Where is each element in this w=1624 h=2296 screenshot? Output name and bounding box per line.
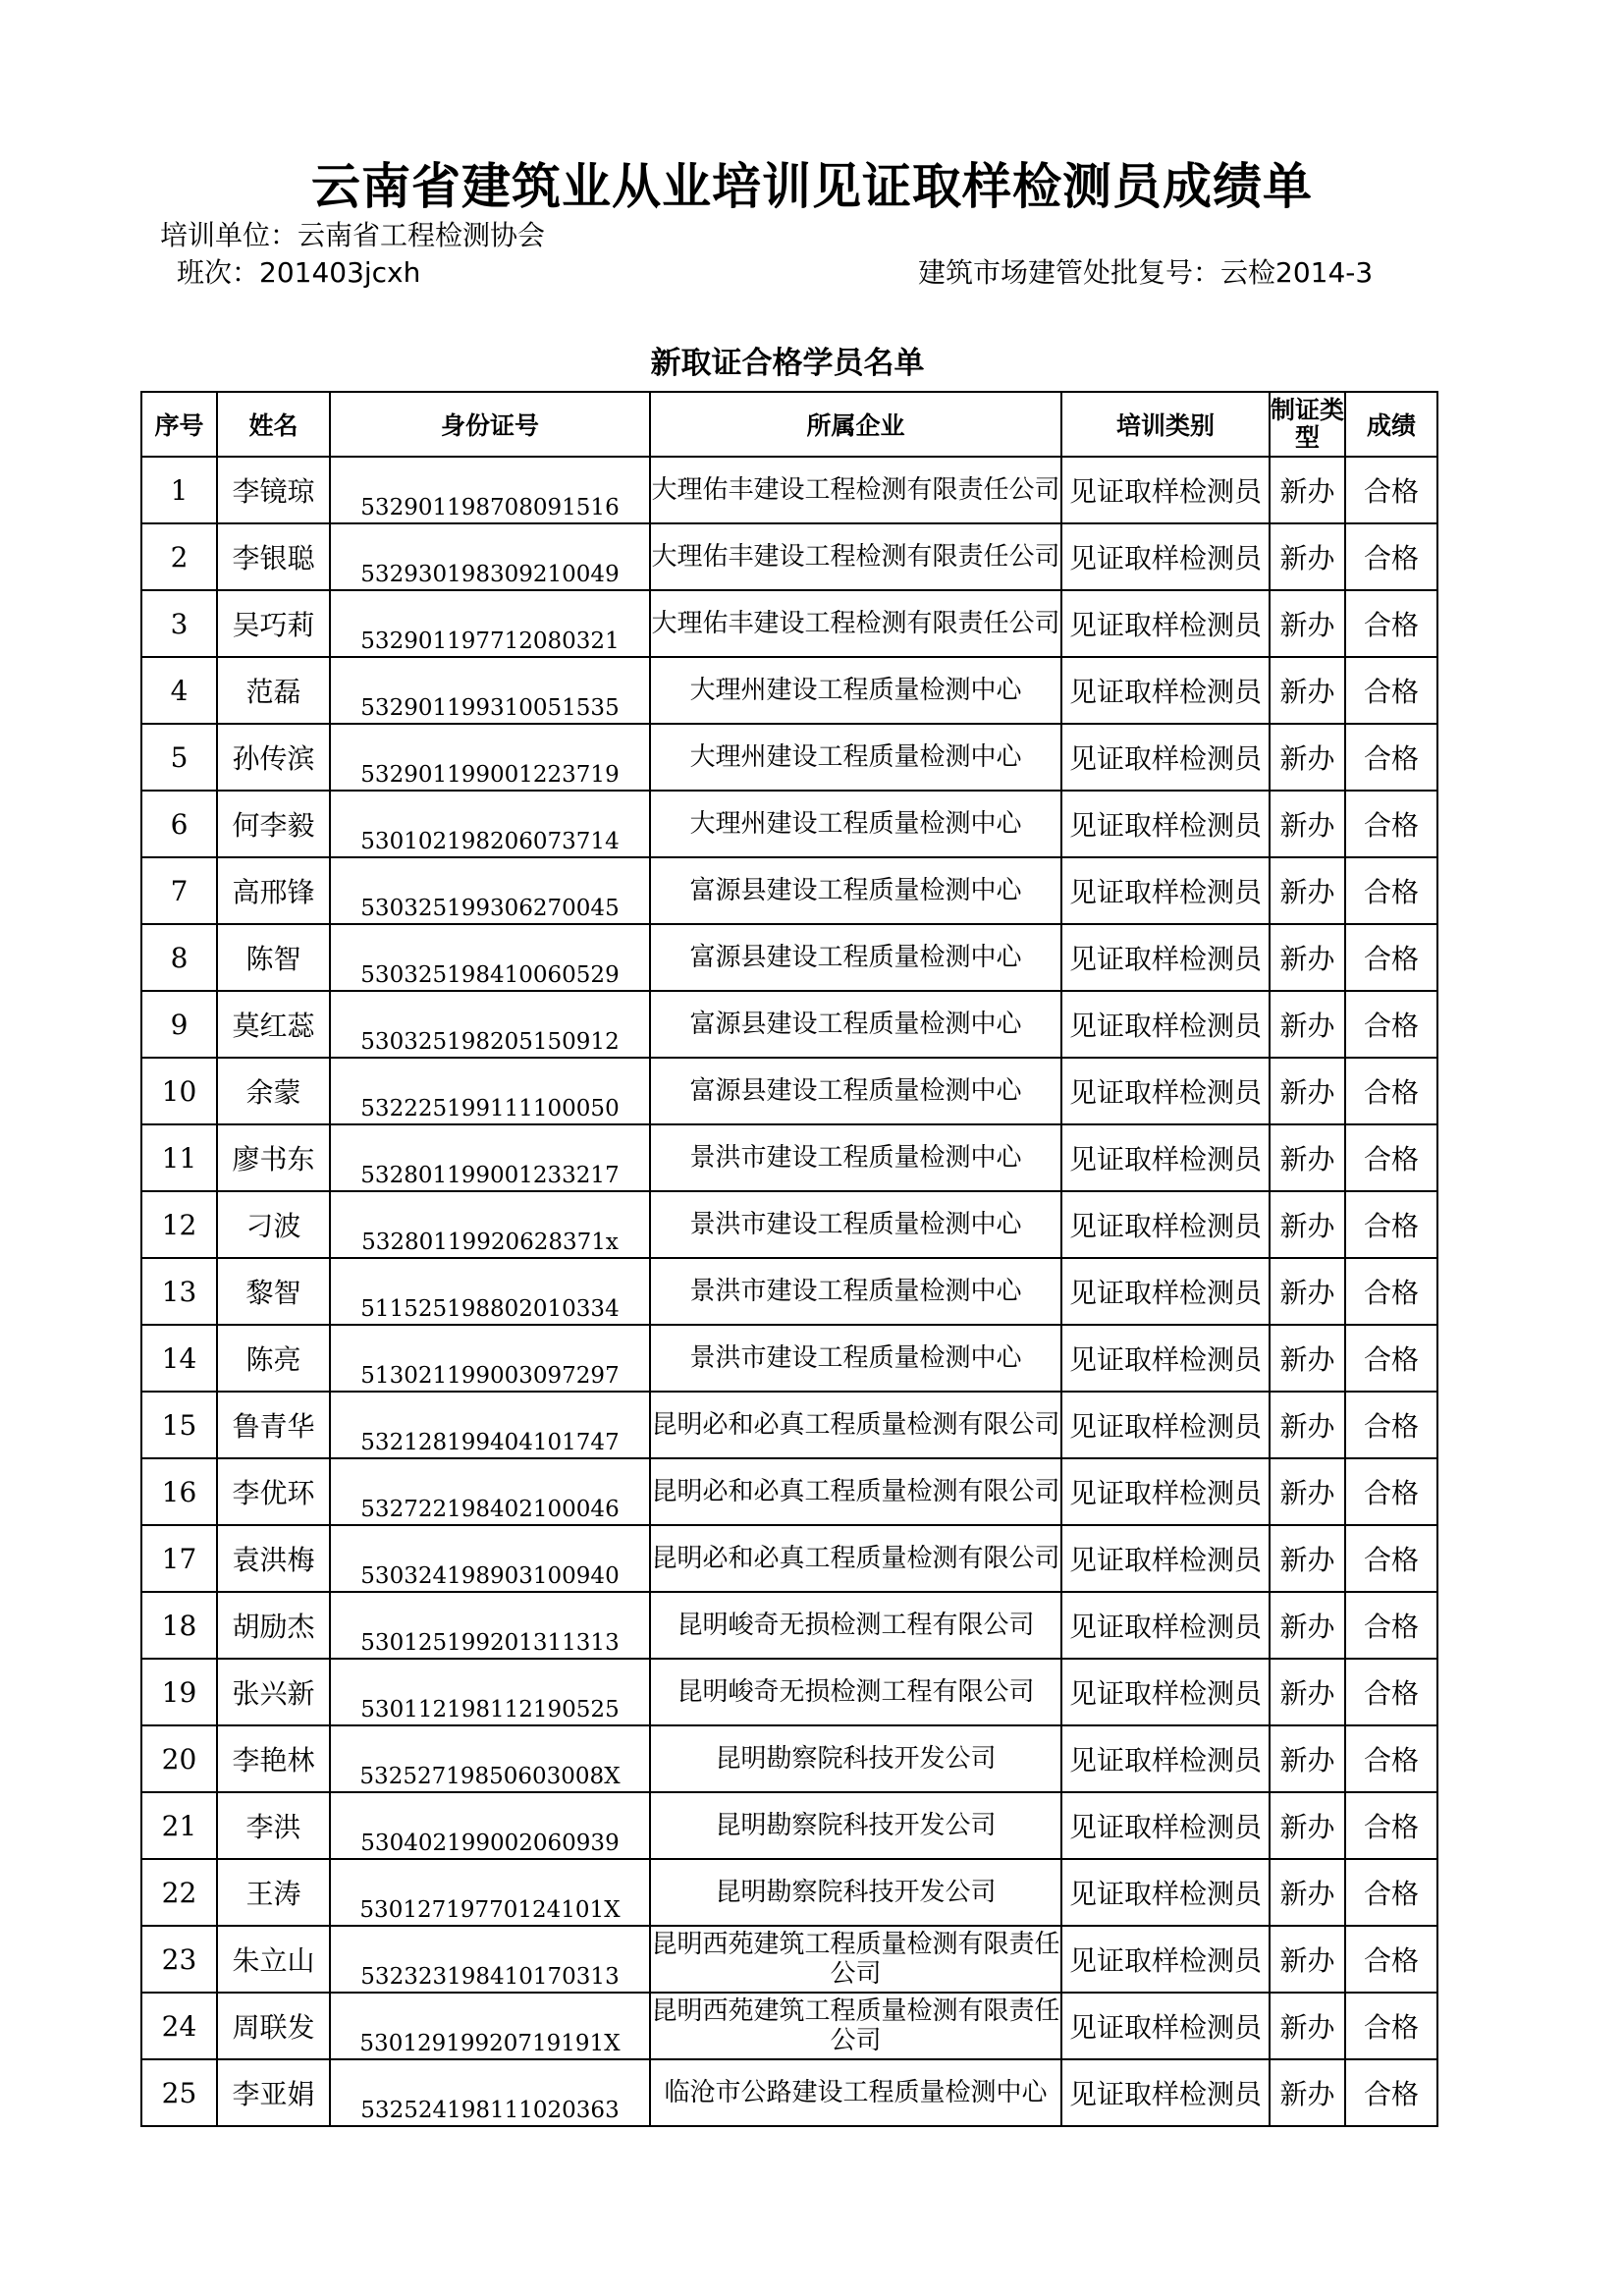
cell-training-type: 见证取样检测员: [1061, 791, 1270, 857]
cell-company: 大理州建设工程质量检测中心: [650, 657, 1061, 724]
cell-cert-type: 新办: [1270, 523, 1345, 590]
cell-training-type: 见证取样检测员: [1061, 590, 1270, 657]
cell-company: 景洪市建设工程质量检测中心: [650, 1124, 1061, 1191]
cell-name: 何李毅: [217, 791, 330, 857]
cell-result: 合格: [1345, 1792, 1437, 1859]
cell-id-number: 532524198111020363: [330, 2059, 650, 2126]
cell-cert-type: 新办: [1270, 1993, 1345, 2059]
cell-result: 合格: [1345, 1659, 1437, 1725]
cell-name: 廖书东: [217, 1124, 330, 1191]
cell-training-type: 见证取样检测员: [1061, 1191, 1270, 1258]
table-row: [141, 657, 1437, 724]
cell-result: 合格: [1345, 791, 1437, 857]
cell-name: 袁洪梅: [217, 1525, 330, 1592]
cell-training-type: 见证取样检测员: [1061, 1993, 1270, 2059]
cell-company: 富源县建设工程质量检测中心: [650, 1058, 1061, 1124]
cell-company: 大理佑丰建设工程检测有限责任公司: [650, 590, 1061, 657]
cell-seq: 4: [141, 657, 217, 724]
cell-training-type: 见证取样检测员: [1061, 991, 1270, 1058]
cell-seq: 23: [141, 1926, 217, 1993]
cell-training-type: 见证取样检测员: [1061, 1926, 1270, 1993]
table-row: [141, 2059, 1437, 2126]
cell-cert-type: 新办: [1270, 1392, 1345, 1458]
cell-company: 临沧市公路建设工程质量检测中心: [650, 2059, 1061, 2126]
cell-id-number: 530102198206073714: [330, 791, 650, 857]
cell-cert-type: 新办: [1270, 1859, 1345, 1926]
cell-result: 合格: [1345, 590, 1437, 657]
table-row: [141, 1392, 1437, 1458]
cell-seq: 25: [141, 2059, 217, 2126]
table-row: [141, 523, 1437, 590]
cell-company: 景洪市建设工程质量检测中心: [650, 1325, 1061, 1392]
cell-id-number: 532930198309210049: [330, 523, 650, 590]
header-id: 身份证号: [330, 392, 650, 457]
cell-name: 莫红蕊: [217, 991, 330, 1058]
cell-company: 昆明西苑建筑工程质量检测有限责任公司: [650, 1926, 1061, 1993]
table-row: [141, 1725, 1437, 1792]
cell-company: 昆明勘察院科技开发公司: [650, 1859, 1061, 1926]
cell-cert-type: 新办: [1270, 724, 1345, 791]
table-row: [141, 991, 1437, 1058]
cell-name: 余蒙: [217, 1058, 330, 1124]
cell-seq: 16: [141, 1458, 217, 1525]
cell-name: 吴巧莉: [217, 590, 330, 657]
cell-id-number: 532225199111100050: [330, 1058, 650, 1124]
cell-name: 王涛: [217, 1859, 330, 1926]
cell-result: 合格: [1345, 724, 1437, 791]
cell-result: 合格: [1345, 1926, 1437, 1993]
cell-seq: 6: [141, 791, 217, 857]
cell-seq: 11: [141, 1124, 217, 1191]
cell-company: 富源县建设工程质量检测中心: [650, 924, 1061, 991]
cell-result: 合格: [1345, 1124, 1437, 1191]
cell-id-number: 530324198903100940: [330, 1525, 650, 1592]
table-header-row: [141, 392, 1437, 457]
table-row: [141, 791, 1437, 857]
table-row: [141, 1191, 1437, 1258]
cell-name: 张兴新: [217, 1659, 330, 1725]
cell-cert-type: 新办: [1270, 1792, 1345, 1859]
cell-seq: 1: [141, 457, 217, 523]
cell-training-type: 见证取样检测员: [1061, 1325, 1270, 1392]
cell-id-number: 532901197712080321: [330, 590, 650, 657]
cell-result: 合格: [1345, 1191, 1437, 1258]
cell-company: 景洪市建设工程质量检测中心: [650, 1258, 1061, 1325]
cell-company: 昆明勘察院科技开发公司: [650, 1725, 1061, 1792]
cell-id-number: 530325199306270045: [330, 857, 650, 924]
cell-seq: 12: [141, 1191, 217, 1258]
table-row: [141, 1258, 1437, 1325]
cell-id-number: 53280119920628371x: [330, 1191, 650, 1258]
table-row: [141, 1058, 1437, 1124]
cell-company: 景洪市建设工程质量检测中心: [650, 1191, 1061, 1258]
cell-company: 昆明必和必真工程质量检测有限公司: [650, 1392, 1061, 1458]
cell-seq: 17: [141, 1525, 217, 1592]
cell-result: 合格: [1345, 1458, 1437, 1525]
cell-id-number: 532901198708091516: [330, 457, 650, 523]
cell-result: 合格: [1345, 657, 1437, 724]
table-row: [141, 457, 1437, 523]
cell-cert-type: 新办: [1270, 1725, 1345, 1792]
cell-name: 黎智: [217, 1258, 330, 1325]
cell-result: 合格: [1345, 1058, 1437, 1124]
cell-id-number: 530325198205150912: [330, 991, 650, 1058]
cell-name: 李镜琼: [217, 457, 330, 523]
cell-company: 大理州建设工程质量检测中心: [650, 724, 1061, 791]
cell-name: 范磊: [217, 657, 330, 724]
cell-result: 合格: [1345, 1592, 1437, 1659]
header-name: 姓名: [217, 392, 330, 457]
header-company: 所属企业: [650, 392, 1061, 457]
cell-id-number: 53012919920719191X: [330, 1993, 650, 2059]
table-row: [141, 857, 1437, 924]
cell-company: 昆明勘察院科技开发公司: [650, 1792, 1061, 1859]
cell-name: 李艳林: [217, 1725, 330, 1792]
cell-result: 合格: [1345, 1525, 1437, 1592]
cell-id-number: 532901199001223719: [330, 724, 650, 791]
cell-cert-type: 新办: [1270, 857, 1345, 924]
cell-id-number: 513021199003097297: [330, 1325, 650, 1392]
cell-company: 大理州建设工程质量检测中心: [650, 791, 1061, 857]
cell-company: 昆明必和必真工程质量检测有限公司: [650, 1458, 1061, 1525]
cell-result: 合格: [1345, 1325, 1437, 1392]
approval-number: 建筑市场建管处批复号：云检2014-3: [918, 256, 1374, 289]
cell-name: 朱立山: [217, 1926, 330, 1993]
cell-name: 陈亮: [217, 1325, 330, 1392]
cell-result: 合格: [1345, 1725, 1437, 1792]
cell-training-type: 见证取样检测员: [1061, 924, 1270, 991]
table-row: [141, 590, 1437, 657]
cell-name: 刁波: [217, 1191, 330, 1258]
cell-id-number: 530402199002060939: [330, 1792, 650, 1859]
cell-id-number: 532128199404101747: [330, 1392, 650, 1458]
cell-name: 周联发: [217, 1993, 330, 2059]
cell-result: 合格: [1345, 457, 1437, 523]
cell-name: 李银聪: [217, 523, 330, 590]
cell-result: 合格: [1345, 1993, 1437, 2059]
cell-name: 胡励杰: [217, 1592, 330, 1659]
cell-cert-type: 新办: [1270, 1124, 1345, 1191]
cell-company: 富源县建设工程质量检测中心: [650, 991, 1061, 1058]
cell-result: 合格: [1345, 2059, 1437, 2126]
cell-training-type: 见证取样检测员: [1061, 1525, 1270, 1592]
cell-training-type: 见证取样检测员: [1061, 1592, 1270, 1659]
table-row: [141, 1592, 1437, 1659]
cell-id-number: 532801199001233217: [330, 1124, 650, 1191]
cell-name: 李洪: [217, 1792, 330, 1859]
cell-name: 孙传滨: [217, 724, 330, 791]
cell-training-type: 见证取样检测员: [1061, 1058, 1270, 1124]
cell-id-number: 532323198410170313: [330, 1926, 650, 1993]
table-row: [141, 1458, 1437, 1525]
table-row: [141, 1525, 1437, 1592]
cell-cert-type: 新办: [1270, 1325, 1345, 1392]
cell-seq: 2: [141, 523, 217, 590]
cell-seq: 8: [141, 924, 217, 991]
cell-seq: 5: [141, 724, 217, 791]
cell-cert-type: 新办: [1270, 1258, 1345, 1325]
cell-result: 合格: [1345, 924, 1437, 991]
cell-seq: 22: [141, 1859, 217, 1926]
cell-seq: 24: [141, 1993, 217, 2059]
cell-id-number: 53252719850603008X: [330, 1725, 650, 1792]
cell-training-type: 见证取样检测员: [1061, 857, 1270, 924]
header-seq: 序号: [141, 392, 217, 457]
cell-cert-type: 新办: [1270, 1926, 1345, 1993]
cell-cert-type: 新办: [1270, 791, 1345, 857]
table-row: [141, 1325, 1437, 1392]
cell-training-type: 见证取样检测员: [1061, 2059, 1270, 2126]
cell-training-type: 见证取样检测员: [1061, 1659, 1270, 1725]
cell-seq: 3: [141, 590, 217, 657]
cell-id-number: 53012719770124101X: [330, 1859, 650, 1926]
table-row: [141, 1792, 1437, 1859]
table-row: [141, 724, 1437, 791]
cell-cert-type: 新办: [1270, 590, 1345, 657]
trainee-table: [140, 391, 1438, 2127]
cell-id-number: 530125199201311313: [330, 1592, 650, 1659]
cell-result: 合格: [1345, 1258, 1437, 1325]
cell-training-type: 见证取样检测员: [1061, 1124, 1270, 1191]
cell-seq: 13: [141, 1258, 217, 1325]
cell-name: 李优环: [217, 1458, 330, 1525]
cell-seq: 15: [141, 1392, 217, 1458]
cell-training-type: 见证取样检测员: [1061, 1859, 1270, 1926]
cell-name: 李亚娟: [217, 2059, 330, 2126]
cell-cert-type: 新办: [1270, 1191, 1345, 1258]
table-row: [141, 1659, 1437, 1725]
cell-result: 合格: [1345, 857, 1437, 924]
cell-name: 陈智: [217, 924, 330, 991]
cell-id-number: 511525198802010334: [330, 1258, 650, 1325]
cell-seq: 10: [141, 1058, 217, 1124]
training-unit: 培训单位：云南省工程检测协会: [160, 219, 546, 251]
cell-result: 合格: [1345, 1859, 1437, 1926]
cell-company: 昆明峻奇无损检测工程有限公司: [650, 1592, 1061, 1659]
table-row: [141, 1124, 1437, 1191]
cell-seq: 14: [141, 1325, 217, 1392]
cell-cert-type: 新办: [1270, 2059, 1345, 2126]
cell-cert-type: 新办: [1270, 1525, 1345, 1592]
class-number: 班次：201403jcxh: [177, 256, 421, 289]
cell-cert-type: 新办: [1270, 1592, 1345, 1659]
cell-training-type: 见证取样检测员: [1061, 1458, 1270, 1525]
cell-cert-type: 新办: [1270, 924, 1345, 991]
table-row: [141, 1926, 1437, 1993]
cell-id-number: 532722198402100046: [330, 1458, 650, 1525]
cell-id-number: 530325198410060529: [330, 924, 650, 991]
cell-id-number: 530112198112190525: [330, 1659, 650, 1725]
cell-name: 鲁青华: [217, 1392, 330, 1458]
cell-cert-type: 新办: [1270, 1458, 1345, 1525]
cell-training-type: 见证取样检测员: [1061, 457, 1270, 523]
header-result: 成绩: [1345, 392, 1437, 457]
cell-seq: 21: [141, 1792, 217, 1859]
cell-cert-type: 新办: [1270, 991, 1345, 1058]
cell-seq: 19: [141, 1659, 217, 1725]
table-row: [141, 924, 1437, 991]
cell-training-type: 见证取样检测员: [1061, 657, 1270, 724]
cell-company: 昆明峻奇无损检测工程有限公司: [650, 1659, 1061, 1725]
cell-result: 合格: [1345, 991, 1437, 1058]
header-cert-type: 制证类型: [1270, 392, 1345, 457]
cell-training-type: 见证取样检测员: [1061, 523, 1270, 590]
cell-cert-type: 新办: [1270, 1058, 1345, 1124]
cell-cert-type: 新办: [1270, 1659, 1345, 1725]
cell-seq: 18: [141, 1592, 217, 1659]
cell-seq: 20: [141, 1725, 217, 1792]
table-row: [141, 1859, 1437, 1926]
cell-id-number: 532901199310051535: [330, 657, 650, 724]
cell-training-type: 见证取样检测员: [1061, 1258, 1270, 1325]
cell-company: 昆明必和必真工程质量检测有限公司: [650, 1525, 1061, 1592]
table-body: [141, 457, 1437, 2126]
cell-seq: 9: [141, 991, 217, 1058]
cell-company: 大理佑丰建设工程检测有限责任公司: [650, 523, 1061, 590]
cell-name: 高邢锋: [217, 857, 330, 924]
cell-seq: 7: [141, 857, 217, 924]
cell-result: 合格: [1345, 523, 1437, 590]
cell-cert-type: 新办: [1270, 657, 1345, 724]
document-title: 云南省建筑业从业培训见证取样检测员成绩单: [311, 158, 1313, 215]
cell-company: 富源县建设工程质量检测中心: [650, 857, 1061, 924]
table-row: [141, 1993, 1437, 2059]
cell-training-type: 见证取样检测员: [1061, 1725, 1270, 1792]
cell-company: 昆明西苑建筑工程质量检测有限责任公司: [650, 1993, 1061, 2059]
cell-cert-type: 新办: [1270, 457, 1345, 523]
list-subtitle: 新取证合格学员名单: [650, 346, 925, 381]
cell-training-type: 见证取样检测员: [1061, 724, 1270, 791]
cell-result: 合格: [1345, 1392, 1437, 1458]
cell-training-type: 见证取样检测员: [1061, 1792, 1270, 1859]
header-training-type: 培训类别: [1061, 392, 1270, 457]
cell-company: 大理佑丰建设工程检测有限责任公司: [650, 457, 1061, 523]
cell-training-type: 见证取样检测员: [1061, 1392, 1270, 1458]
